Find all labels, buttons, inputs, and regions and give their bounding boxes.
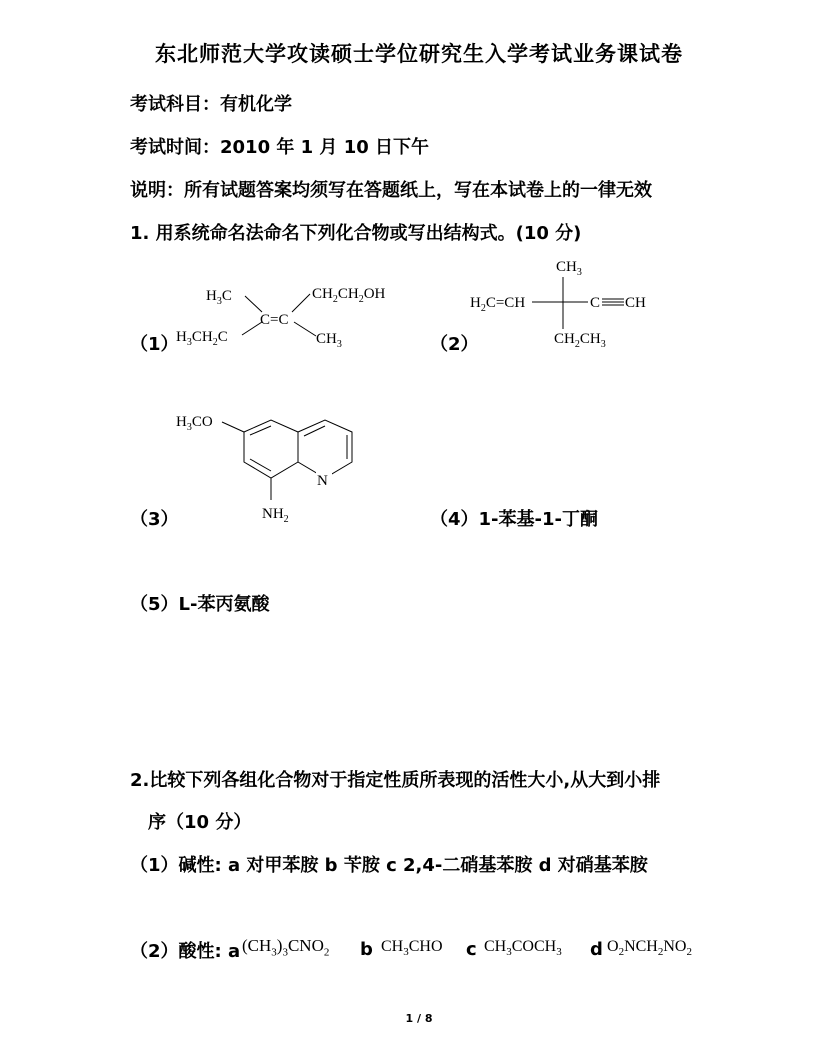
question-2-item-1: （1）碱性: a 对甲苯胺 b 苄胺 c 2,4-二硝基苯胺 d 对硝基苯胺 bbox=[130, 855, 648, 876]
svg-text:CH3: $CH_3$ bbox=[556, 259, 582, 278]
option-c: c bbox=[466, 939, 477, 960]
question-2-title-line1: 2.比较下列各组化合物对于指定性质所表现的活性大小,从大到小排 bbox=[130, 770, 661, 791]
svg-text:CH2CH2OH: $CH_2CH_2OH$ bbox=[312, 286, 386, 305]
svg-text:CH2CH3: $CH_2CH_3$ bbox=[554, 331, 606, 350]
question-2-title-line2: 序（10 分） bbox=[148, 812, 252, 833]
structure-2-enyne bbox=[468, 255, 688, 355]
svg-text:H3CO: $H_3CO$ bbox=[176, 414, 213, 433]
svg-text:C: C bbox=[590, 295, 601, 311]
chem-d: $O_2NCH_2NO_2$ bbox=[607, 938, 692, 959]
svg-text:H2C=CH: $H_2C=CH$ bbox=[470, 295, 526, 314]
item-5-label: （5）L-苯丙氨酸 bbox=[130, 594, 270, 615]
chem-a: $(CH_3)_3CNO_2$ bbox=[242, 936, 330, 959]
question-1-title: 1. 用系统命名法命名下列化合物或写出结构式。(10 分) bbox=[130, 223, 582, 244]
chem-b: $CH_3CHO$ bbox=[381, 938, 443, 959]
exam-time: 考试时间：2010 年 1 月 10 日下午 bbox=[130, 137, 430, 158]
svg-text:H3C: $H_3C$ bbox=[206, 288, 232, 307]
page-number: 1 / 8 bbox=[405, 1012, 433, 1025]
option-d: d bbox=[590, 939, 603, 960]
item-2-label: （2） bbox=[430, 334, 479, 355]
svg-text:CH: CH bbox=[625, 295, 646, 311]
svg-text:CH3: $CH_3$ bbox=[316, 331, 342, 350]
structure-1-alkene bbox=[170, 280, 430, 360]
question-2-item-2-label: （2）酸性: a bbox=[130, 941, 241, 962]
option-b: b bbox=[360, 939, 373, 960]
structure-3-quinoline bbox=[170, 400, 370, 530]
exam-note: 说明：所有试题答案均须写在答题纸上，写在本试卷上的一律无效 bbox=[130, 180, 652, 201]
svg-text:N: N bbox=[317, 473, 328, 489]
exam-title: 东北师范大学攻读硕士学位研究生入学考试业务课试卷 bbox=[155, 41, 683, 66]
item-1-label: （1） bbox=[130, 334, 179, 355]
chem-c: $CH_3COCH_3$ bbox=[484, 938, 562, 959]
svg-text:H3CH2C: $H_3CH_2C$ bbox=[176, 329, 228, 348]
item-3-label: （3） bbox=[130, 509, 179, 530]
svg-text:NH2: $NH_2$ bbox=[262, 506, 289, 525]
exam-subject: 考试科目：有机化学 bbox=[130, 94, 292, 115]
item-4-label: （4）1-苯基-1-丁酮 bbox=[430, 509, 598, 530]
svg-text:C=C: C=C bbox=[260, 312, 289, 328]
